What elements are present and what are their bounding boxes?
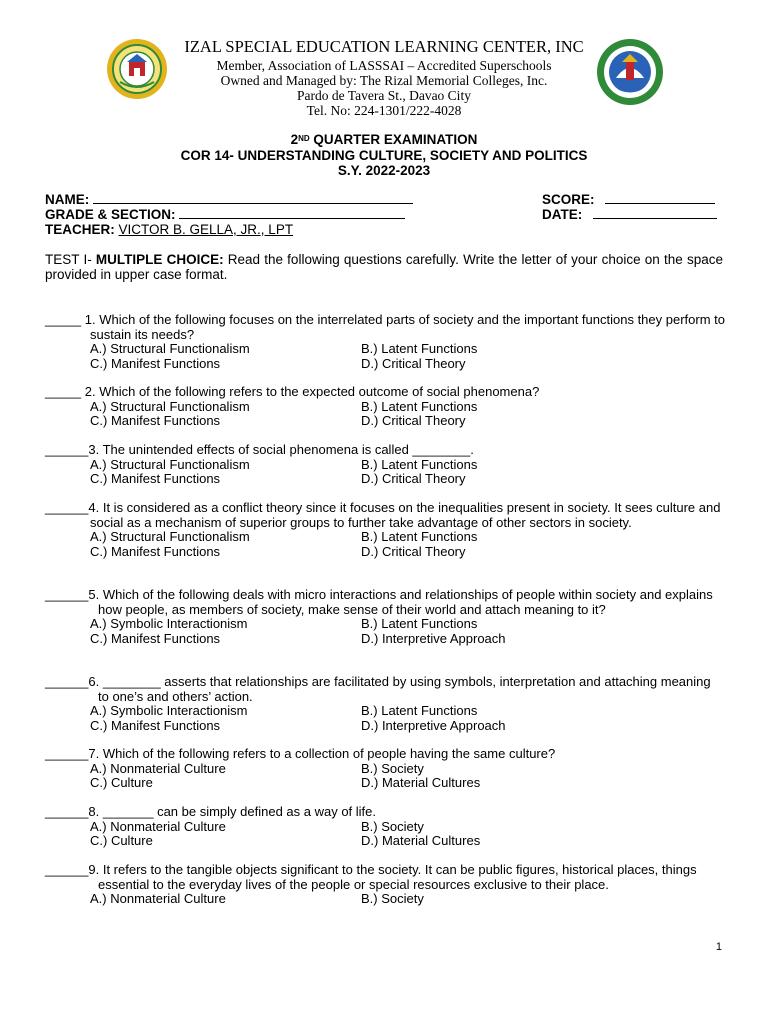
option-a: A.) Structural Functionalism xyxy=(90,456,250,472)
college-seal-right-logo xyxy=(596,38,664,106)
question-text: 1. Which of the following focuses on the interrelated parts of society and the important functions they perform to sustain its needs? xyxy=(81,312,725,342)
option-b: B.) Latent Functions xyxy=(361,341,478,356)
answer-blank[interactable]: ______ xyxy=(45,674,89,689)
school-seal-left-logo xyxy=(106,38,168,100)
option-b: B.) Latent Functions xyxy=(361,616,478,631)
question-text: 7. Which of the following refers to a collection of people having the same culture? xyxy=(88,746,556,761)
option-b: B.) Society xyxy=(361,760,424,776)
grade-section-field[interactable] xyxy=(179,207,405,219)
option-a: A.) Structural Functionalism xyxy=(90,529,250,544)
option-c: C.) Culture xyxy=(90,775,153,790)
option-d: D.) Material Cultures xyxy=(361,775,481,790)
name-label: NAME: xyxy=(45,192,90,207)
option-a: A.) Nonmaterial Culture xyxy=(90,818,226,834)
telephone-line: Tel. No: 224-1301/222-4028 xyxy=(306,103,462,118)
option-c: C.) Manifest Functions xyxy=(90,355,221,371)
question-text: 8. _______ can be simply defined as a way of life. xyxy=(88,804,377,819)
ownership-line: Owned and Managed by: The Rizal Memorial Colleges, Inc. xyxy=(220,73,548,88)
membership-line: Member, Association of LASSSAI – Accredited Superschools xyxy=(216,58,552,73)
question-5 xyxy=(45,588,725,646)
name-field[interactable] xyxy=(93,192,413,204)
question-9 xyxy=(45,863,725,907)
answer-blank[interactable]: ______ xyxy=(45,587,89,602)
option-c: C.) Manifest Functions xyxy=(90,543,221,559)
option-a: A.) Structural Functionalism xyxy=(90,341,250,356)
question-text: 3. The unintended effects of social phenomena is called ________. xyxy=(88,442,474,457)
question-1 xyxy=(45,313,725,371)
option-d: D.) Critical Theory xyxy=(361,543,466,559)
question-8 xyxy=(45,805,725,849)
score-field[interactable] xyxy=(605,192,715,204)
question-text: 9. It refers to the tangible objects significant to the society. It can be public figures, historical places, things essential to the everyday lives of the people or special resources exclusive to their place. xyxy=(88,862,697,892)
option-a: A.) Nonmaterial Culture xyxy=(90,760,226,776)
school-name: IZAL SPECIAL EDUCATION LEARNING CENTER, INC xyxy=(184,37,584,56)
option-a: A.) Structural Functionalism xyxy=(90,398,250,414)
question-4 xyxy=(45,501,725,559)
question-6 xyxy=(45,675,725,733)
option-c: C.) Culture xyxy=(90,833,153,848)
question-2 xyxy=(45,385,725,429)
course-title: COR 14- UNDERSTANDING CULTURE, SOCIETY AND POLITICS xyxy=(180,147,588,163)
date-field[interactable] xyxy=(593,207,717,219)
question-text: 2. Which of the following refers to the expected outcome of social phenomena? xyxy=(81,384,540,399)
teacher-label: TEACHER: xyxy=(45,222,115,237)
option-a: A.) Symbolic Interactionism xyxy=(90,703,248,718)
teacher-row xyxy=(45,222,725,237)
option-b: B.) Latent Functions xyxy=(361,398,478,414)
option-d: D.) Critical Theory xyxy=(361,413,466,428)
quarter-title: 2ND QUARTER EXAMINATION xyxy=(290,132,478,147)
grade-section-label: GRADE & SECTION: xyxy=(45,207,176,222)
answer-blank[interactable]: ______ xyxy=(45,862,89,877)
address-line: Pardo de Tavera St., Davao City xyxy=(297,88,471,103)
school-year: S.Y. 2022-2023 xyxy=(337,163,431,178)
option-a: A.) Nonmaterial Culture xyxy=(90,891,226,906)
option-d: D.) Interpretive Approach xyxy=(361,717,506,733)
test-instructions: TEST I- MULTIPLE CHOICE: Read the following questions carefully. Write the letter of your choice on the space provided in upper case format. xyxy=(45,252,723,282)
answer-blank[interactable]: ______ xyxy=(45,442,89,457)
letterhead xyxy=(0,36,768,126)
question-text: 4. It is considered as a conflict theory since it focuses on the inequalities present in society. It sees culture and social as a mechanism of superior groups to further take advantage of other sectors in society. xyxy=(88,500,721,530)
option-d: D.) Material Cultures xyxy=(361,833,481,848)
option-d: D.) Critical Theory xyxy=(361,355,466,371)
option-c: C.) Manifest Functions xyxy=(90,717,221,733)
answer-blank[interactable]: _____ xyxy=(45,384,82,399)
option-b: B.) Latent Functions xyxy=(361,703,478,718)
option-d: D.) Interpretive Approach xyxy=(361,630,506,646)
option-b: B.) Latent Functions xyxy=(361,529,478,544)
answer-blank[interactable]: ______ xyxy=(45,746,89,761)
option-b: B.) Latent Functions xyxy=(361,456,478,472)
date-label: DATE: xyxy=(542,207,583,222)
exam-title-block xyxy=(0,132,768,179)
score-label: SCORE: xyxy=(542,192,595,207)
option-c: C.) Manifest Functions xyxy=(90,413,221,428)
answer-blank[interactable]: _____ xyxy=(45,312,82,327)
option-d: D.) Critical Theory xyxy=(361,471,466,486)
option-c: C.) Manifest Functions xyxy=(90,630,221,646)
answer-blank[interactable]: ______ xyxy=(45,804,89,819)
question-7 xyxy=(45,747,725,791)
option-c: C.) Manifest Functions xyxy=(90,471,221,486)
grade-row xyxy=(45,207,725,222)
option-b: B.) Society xyxy=(361,891,424,906)
question-text: 5. Which of the following deals with micro interactions and relationships of people within society and explains how people, as members of society, make sense of their world and attach meaning to it? xyxy=(88,587,713,617)
teacher-name: VICTOR B. GELLA, JR., LPT xyxy=(118,222,294,237)
option-a: A.) Symbolic Interactionism xyxy=(90,616,248,631)
question-text: 6. ________ asserts that relationships are facilitated by using symbols, interpretation and attaching meaning to one’s and others’ action. xyxy=(88,674,711,704)
test-type: MULTIPLE CHOICE: xyxy=(95,252,224,267)
page-number: 1 xyxy=(715,941,722,953)
option-b: B.) Society xyxy=(361,818,424,834)
answer-blank[interactable]: ______ xyxy=(45,500,89,515)
name-row xyxy=(45,192,725,207)
question-3 xyxy=(45,443,725,487)
